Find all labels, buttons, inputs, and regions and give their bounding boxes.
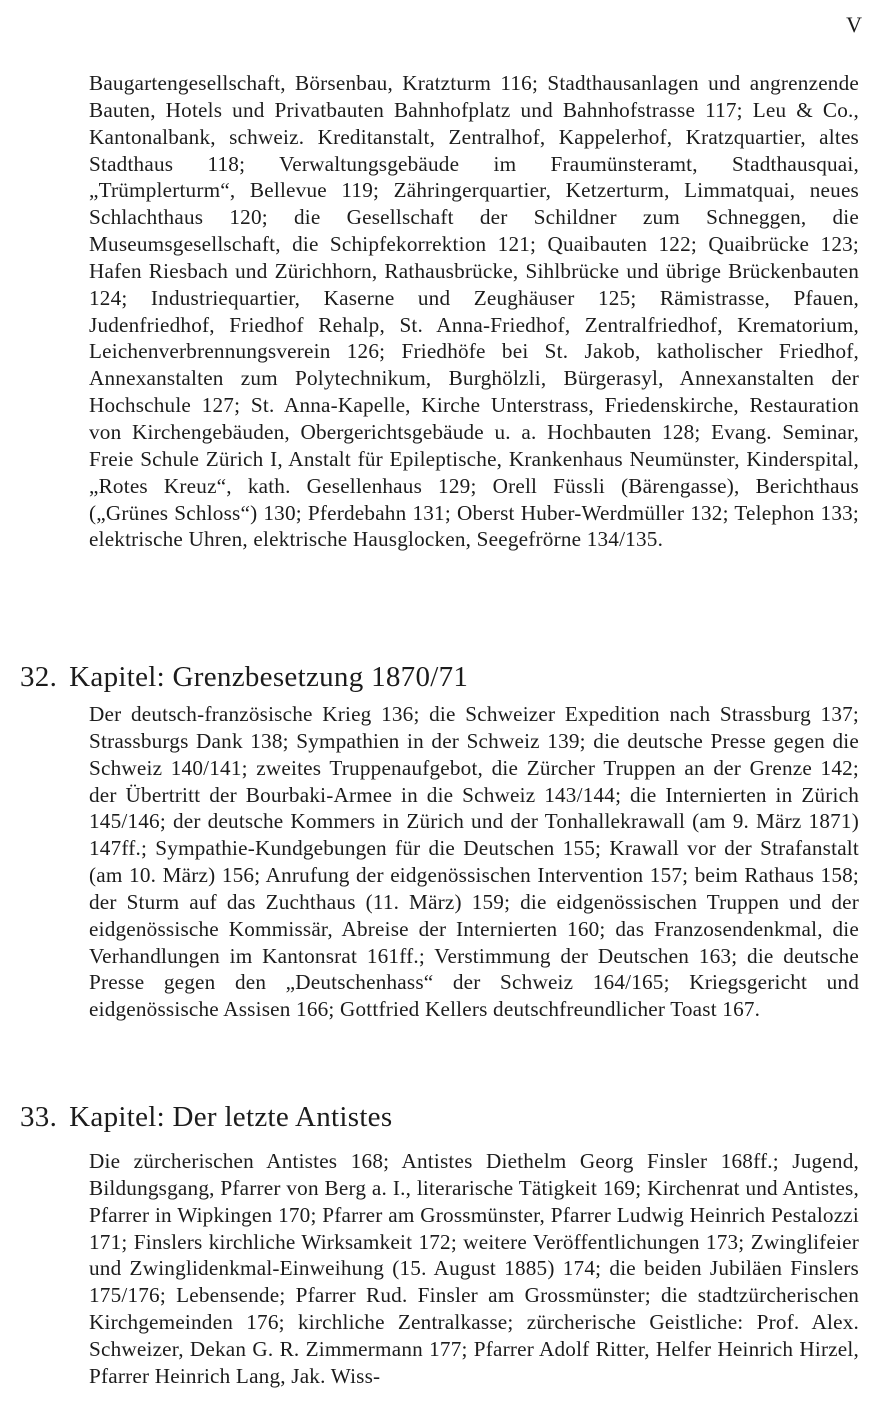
chapter-32-summary [89, 701, 859, 1023]
continued-chapter-summary [89, 70, 859, 553]
chapter-33-summary [89, 1148, 859, 1390]
chapter-title: Kapitel: Der letzte Antistes [69, 1101, 393, 1133]
chapter-33-heading [20, 1100, 392, 1134]
chapter-number: 32. [20, 661, 58, 693]
chapter-title: Kapitel: Grenzbesetzung 1870/71 [69, 661, 469, 693]
chapter-number: 33. [20, 1101, 58, 1133]
page-number: V [846, 12, 862, 37]
chapter-32-heading [20, 660, 468, 694]
paragraph: Der deutsch-französische Krieg 136; die Schweizer Expedition nach Strassburg 137; Strassburgs Dank 138; Sympathien in der Schweiz 139; die deutsche Presse gegen die Schweiz 140/141; zweites Truppenaufgebot, die Zürcher Truppen an der Grenze 142; der Übertritt der Bourbaki-Armee in die Schweiz 143/144; die Internierten in Zürich 145/146; der deutsche Kommers in Zürich und der Tonhallekrawall (am 9. März 1871) 147ff.; Sympathie-Kundgebungen für die Deutschen 155; Krawall vor der Strafanstalt (am 10. März) 156; Anrufung der eidgenössischen Intervention 157; beim Rathaus 158; der Sturm auf das Zuchthaus (11. März) 159; die eidgenössischen Truppen und der eidgenössische Kommissär, Abreise der Internierten 160; das Franzosendenkmal, die Verhandlungen im Kantonsrat 161ff.; Verstimmung der Deutschen 163; die deutsche Presse gegen den „Deutschenhass“ der Schweiz 164/165; Kriegsgericht und eidgenössische Assisen 166; Gottfried Kellers deutschfreundlicher Toast 167. [89, 702, 859, 1022]
paragraph: Baugartengesellschaft, Börsenbau, Kratzturm 116; Stadthausanlagen und angrenzende Bauten, Hotels und Privatbauten Bahnhofplatz und Bahnhofstrasse 117; Leu & Co., Kantonalbank, schweiz. Kreditanstalt, Zentralhof, Kappelerhof, Kratzquartier, altes Stadthaus 118; Verwaltungsgebäude im Fraumünsteramt, Stadthausquai, „Trümplerturm“, Bellevue 119; Zähringerquartier, Ketzerturm, Limmatquai, neues Schlachthaus 120; die Gesellschaft der Schildner zum Schneggen, die Museumsgesellschaft, die Schipfekorrektion 121; Quaibauten 122; Quaibrücke 123; Hafen Riesbach und Zürichhorn, Rathausbrücke, Sihlbrücke und übrige Brückenbauten 124; Industriequartier, Kaserne und Zeughäuser 125; Rämistrasse, Pfauen, Judenfriedhof, Friedhof Rehalp, St. Anna-Friedhof, Zentralfriedhof, Krematorium, Leichenverbrennungsverein 126; Friedhöfe bei St. Jakob, katholischer Friedhof, Annexanstalten zum Polytechnikum, Burghölzli, Bürgerasyl, Annexanstalten der Hochschule 127; St. Anna-Kapelle, Kirche Unterstrass, Friedenskirche, Restauration von Kirchengebäuden, Obergerichtsgebäude u. a. Hochbauten 128; Evang. Seminar, Freie Schule Zürich I, Anstalt für Epileptische, Krankenhaus Neumünster, Kinderspital, „Rotes Kreuz“, kath. Gesellenhaus 129; Orell Füssli (Bärengasse), Berichthaus („Grünes Schloss“) 130; Pferdebahn 131; Oberst Huber-Werdmüller 132; Telephon 133; elektrische Uhren, elektrische Hausglocken, Seegefrörne 134/135. [89, 71, 859, 552]
paragraph: Die zürcherischen Antistes 168; Antistes Diethelm Georg Finsler 168ff.; Jugend, Bildungsgang, Pfarrer von Berg a. I., literarische Tätigkeit 169; Kirchenrat und Antistes, Pfarrer in Wipkingen 170; Pfarrer am Grossmünster, Pfarrer Ludwig Heinrich Pestalozzi 171; Finslers kirchliche Wirksamkeit 172; weitere Veröffentlichungen 173; Zwinglifeier und Zwinglidenkmal-Einweihung (15. August 1885) 174; die beiden Jubiläen Finslers 175/176; Lebensende; Pfarrer Rud. Finsler am Grossmünster; die stadtzürcherischen Kirchgemeinden 176; kirchliche Zentralkasse; zürcherische Geistliche: Prof. Alex. Schweizer, Dekan G. R. Zimmermann 177; Pfarrer Adolf Ritter, Helfer Heinrich Hirzel, Pfarrer Heinrich Lang, Jak. Wiss- [89, 1149, 859, 1388]
